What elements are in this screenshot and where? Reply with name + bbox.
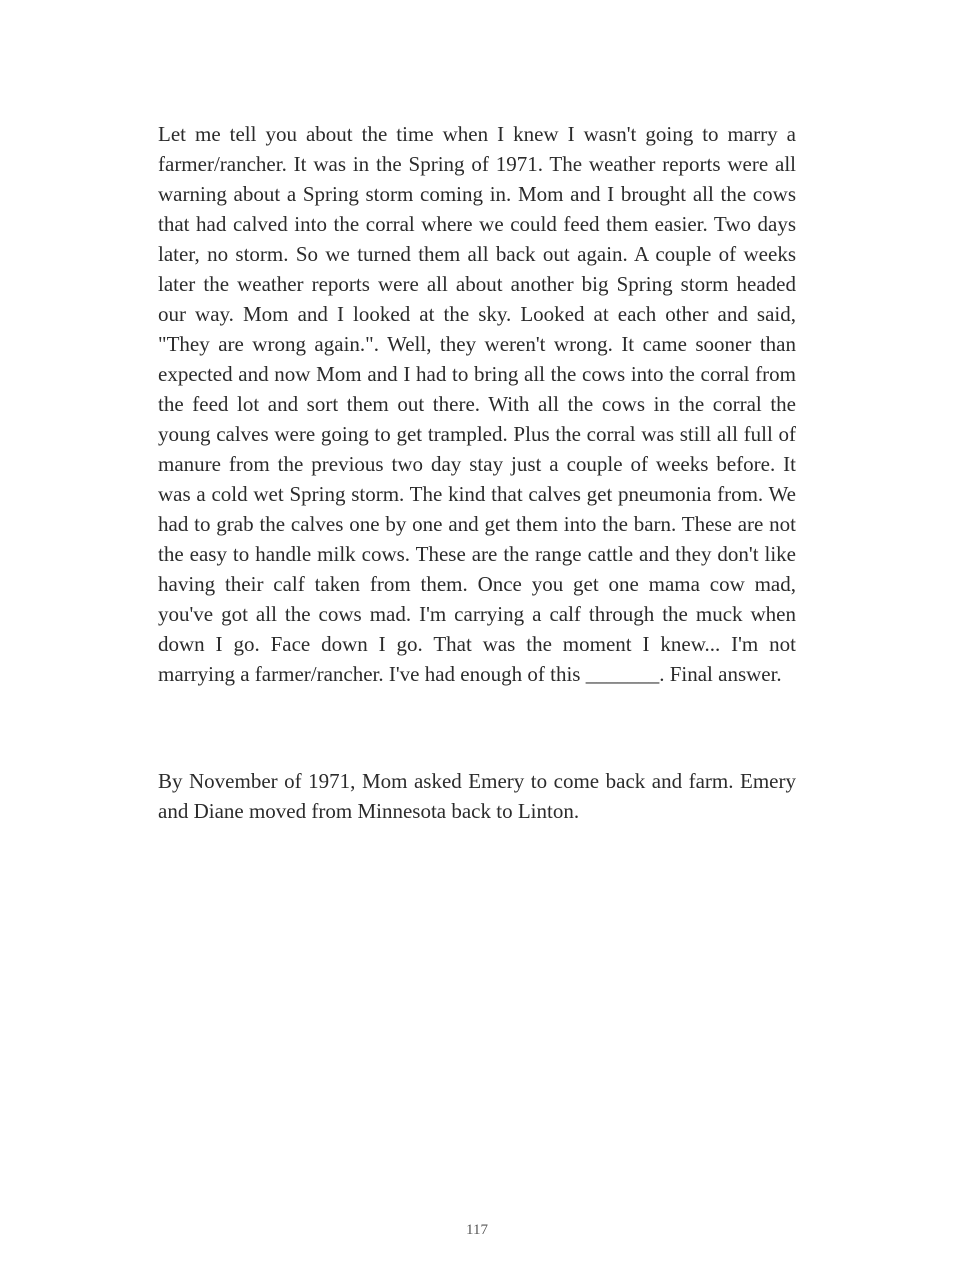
page-number: 117 (466, 1222, 488, 1238)
body-paragraph-1: Let me tell you about the time when I knew I wasn't going to marry a farmer/rancher. It was in the Spring of 1971. The weather reports were all warning about a Spring storm coming in. Mom and I brought all the cows that had calved into the corral where we could feed them easier. Two days later, no storm. So we turned them all back out again. A couple of weeks later the weather reports were all about another big Spring storm headed our way. Mom and I looked at the sky. Looked at each other and said, "They are wrong again.". Well, they weren't wrong. It came sooner than expected and now Mom and I had to bring all the cows into the corral from the feed lot and sort them out there. With all the cows in the corral the young calves were going to get trampled. Plus the corral was still all full of manure from the previous two day stay just a couple of weeks before. It was a cold wet Spring storm. The kind that calves get pneumonia from. We had to grab the calves one by one and get them into the barn. These are not the easy to handle milk cows. These are the range cattle and they don't like having their calf taken from them. Once you get one mama cow mad, you've got all the cows mad. I'm carrying a calf through the muck when down I go. Face down I go. That was the moment I knew... I'm not marrying a farmer/rancher. I've had enough of this _______. Final answer. (158, 122, 796, 686)
body-paragraph-2: By November of 1971, Mom asked Emery to come back and farm. Emery and Diane moved from Minnesota back to Linton. (158, 769, 796, 823)
